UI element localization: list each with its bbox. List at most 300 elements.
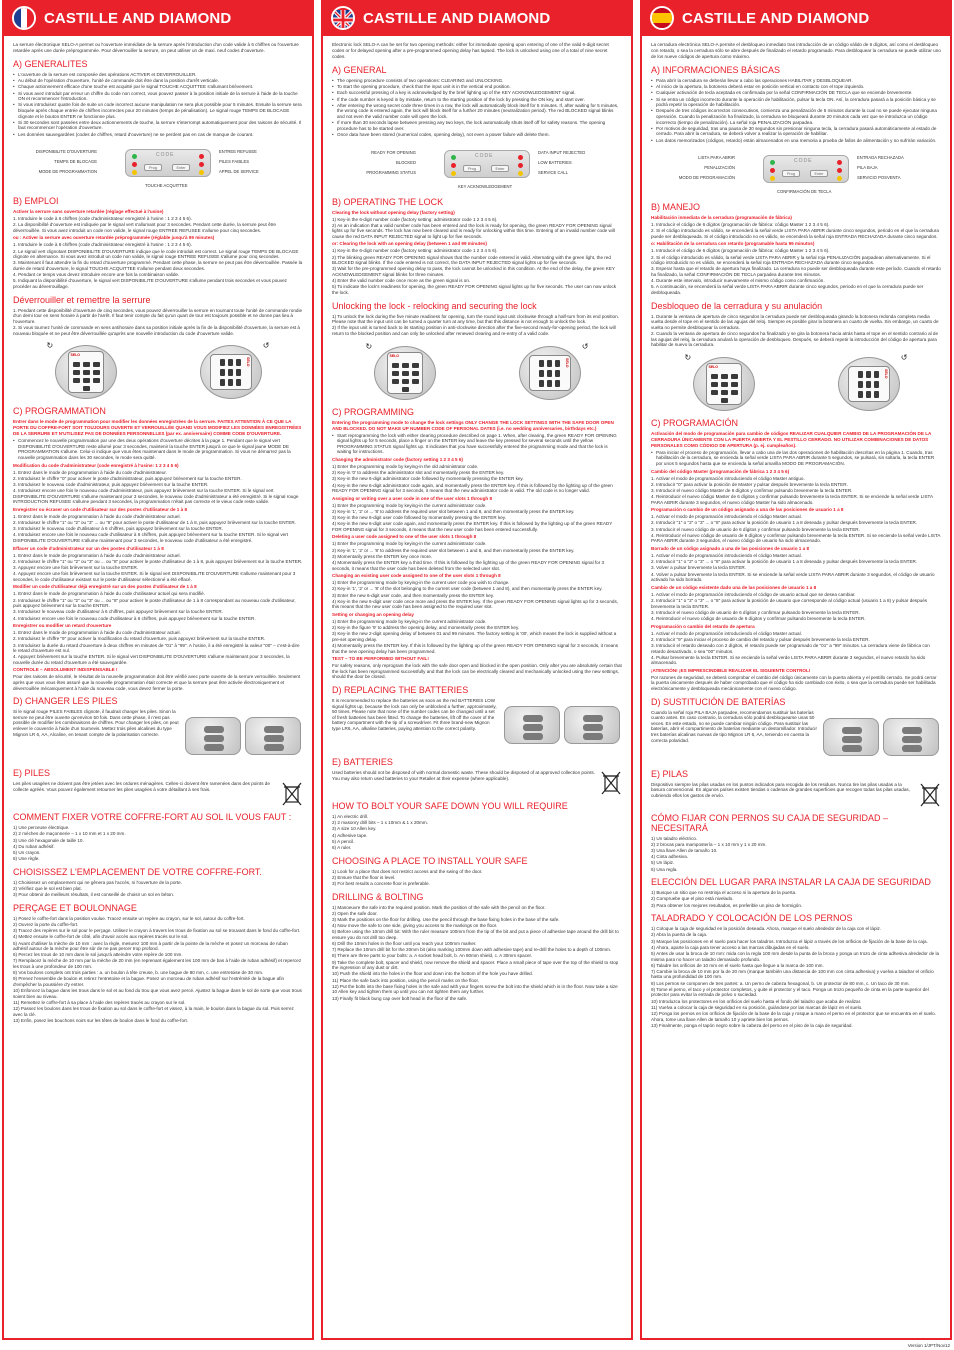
list-item: 5. A continuación, se encenderá la señal verde LISTA PARA ABRIR durante cinco segundos, periodo en el que la cerradura puede ser desbloqueada. xyxy=(651,284,924,295)
list-item: 2. Cuando la ventana de apertura de cinco segundos ha finalizado y se gira la botonera hacia atrás hasta el tope en el sentido contrario al de las agujas del reloj, la cerradura anulará la operación de desbloqueo. Después, se deberá repetir la introducción del código de apertura para habilitar de nuevo la cerradura. xyxy=(651,330,939,348)
led-rejected xyxy=(837,160,842,165)
steps-list xyxy=(332,217,622,240)
control-text: For safety reasons, only reprogram the lock with the safe door open and blocked in the open position. Only after you are absolutely certain that the lock has been reprogrammed successfully and that the lock can be electrically cleared and mechanically unlocked using the new settings, should the door be closed. xyxy=(332,663,622,680)
steps-list xyxy=(332,248,622,295)
led-rejected xyxy=(199,154,204,159)
list-item: 2) Open the safe door. xyxy=(332,910,378,916)
list-item: 3. Introduisez le nouveau code d'administrateur, puis appuyez brièvement sur la touche ENTER. xyxy=(13,481,209,487)
prog-key[interactable]: Prog xyxy=(782,170,800,177)
list-item: 1. Activar el modo de programación introduciendo el código Master actual. xyxy=(651,514,802,520)
list-item: 3. Introducir el nuevo código de usuario de 6 dígitos y confirmar pulsando brevemente la tecla ENTER. xyxy=(651,609,860,615)
list-item: 2. Le signal vert clignotant DISPONIBILITE D'OUVERTURE indique que le code introduit est correct. Le signal rouge TEMPS DE BLOCAGE clignote en alternance. Si vous avez introduit un code non valide, le signal rouge ENTREE REFUSEE s'allume pour cinq secondes. xyxy=(13,248,299,260)
list-item: 1) Enter the programming mode by keying-in the current user code you wish to change. xyxy=(332,580,510,586)
sub-title: Modifier un code d'utilisateur déjà enregistré sur un des postes d'utilisateur de 1 à 8 xyxy=(13,584,197,590)
list-item: 1. Durante la ventana de apertura de cinco segundos la cerradura puede ser desbloqueada girando la botonera redonda completa media vuelta desde el tope en el sentido de las agujas del reloj. Siempre es posible girar la botonera un cuarto de vuelta. Sin embargo, un cuarto de vuelta no permite desbloquear la cerradura. xyxy=(651,313,939,330)
list-item: 4. Introduisez encore une fois le nouveau code d'utilisateur à 6 chiffres, puis appuyez brièvement sur la touche ENTER. Si le signal vert DISPONIBILITE D'OUVERTURE s'allume maintenant pour 3 secondes, le nouveau code d'utilisateur a été enregistré. xyxy=(13,532,289,544)
led-yellow xyxy=(770,176,775,181)
list-item: 4. Volver a pulsar brevemente la tecla ENTER. Si se enciende la señal verde LISTA PARA ABRIR durante 3 segundos, el código de usuario activado ha sido borrado. xyxy=(651,571,935,583)
enter-key[interactable]: Enter xyxy=(491,165,509,172)
label-blocked: TEMPS DE BLOCAGE xyxy=(54,159,97,165)
list-item: 1) To unlock the lock during the five minute readiness for opening, turn the round input unit clockwise through a half-turn from its end position. Please note that the input unit can be turned a quarter turn at any time, but that this distance is not enough to unlock the lock. xyxy=(332,313,619,325)
led-service xyxy=(518,171,523,176)
list-item: 1. Entrez dans le mode de programmation à l'aide du code d'utilisateur actuel qui sera modifié. xyxy=(13,591,205,597)
list-item: 12) Ponga los pernos en los orificios de fijación de la base de la caja y rosque a mano el perno en el protector que se encuentra en el suelo. Ahora, tome una llave Allen de tamaño 10 y apriete bien los pernos. xyxy=(651,1011,936,1022)
steps-list xyxy=(13,242,303,289)
steps-list xyxy=(13,916,303,1024)
section-title: Unlocking the lock - relocking and securing the lock xyxy=(332,300,537,311)
led-service xyxy=(837,176,842,181)
list-item: 4. Durante este intervalo, introducir nuevamente el mismo código como confirmación. xyxy=(651,278,825,284)
list-item: 6) Percez les trous de 10 mm dans le sol jusqu'à atteindre votre repère de 100 mm. xyxy=(13,952,183,958)
list-item: 4) Mettez ensuite le coffre-fort de côté, afin d'avoir accès aux repères tracés sur le sol. xyxy=(13,934,189,940)
list-item: 3) For best results a concrete floor is preferable. xyxy=(332,880,430,886)
list-item: • Les données sauvegardées (codes de chiffres, retard d'ouverture) ne se perdent pas en cas de manque de courant. xyxy=(13,132,303,138)
sub-title: Activer la serrure sans ouverture retardée (réglage effectué à l'usine) xyxy=(13,209,164,215)
warning-text: Entering the programming mode to change the lock settings ONLY CHANGE THE LOCK SETTINGS WITH THE SAFE DOOR OPEN AND BLOCKED. DO NOT MAKE UP NUMBER CODE OF PERSONAL DATES (i.e. no wedding anniversaries, birthdays etc.) xyxy=(332,419,614,431)
steps-list xyxy=(651,926,941,1028)
list-item: 2) The blinking green READY FOR OPENING signal shows that the number code entered is valid. Alternating with the green light, the red BLOCKED signal blinks. If the code entered is not correct, the DATA INPUT REJECTED signal lights up for five seconds. xyxy=(332,254,611,266)
steps-list xyxy=(332,464,622,494)
list-item: 3) Key-in the new 2-digit opening delay of between 01 and 99 minutes. The factory setting is '00', which means the lock is supplied without a pre-set opening delay. xyxy=(332,631,617,642)
section-title: C) PROGRAMMING xyxy=(332,406,414,417)
list-item: 6) Una regla. xyxy=(651,866,678,872)
list-item: • L'ouverture de la serrure est composée des opérations ACTIVER et DEVERROUILLER. xyxy=(13,72,303,78)
lock-images xyxy=(651,353,941,413)
list-item: • Chaque actionnement efficace d'une touche est acquitté par le signal TOUCHE ACQUITTEE s'allumant brièvement. xyxy=(13,84,303,90)
list-item: 5) To indicate the lock's readiness for opening, the green READY FOR OPENING signal lights up for five seconds. The user can now unlock the lock. xyxy=(332,284,617,295)
prog-key[interactable]: Prog xyxy=(463,165,481,172)
section-title: CHOOSING A PLACE TO INSTALL YOUR SAFE xyxy=(332,855,528,866)
list-item: 2) Ouvrez la porte du coffre-fort. xyxy=(13,921,79,927)
list-item: 1) Enter the programming mode by keying-in the current administrator code. xyxy=(332,541,487,547)
enter-key[interactable]: Enter xyxy=(172,164,190,171)
sub-title: Clearing the lock without opening delay (factory setting) xyxy=(332,209,455,215)
section-title: CHOISISSEZ L'EMPLACEMENT DE VOTRE COFFRE-FORT. xyxy=(13,866,262,877)
led-battery xyxy=(199,162,204,167)
list-item: 3) Key-in the new 6-digit user code followed by momentarily pressing the ENTER key. xyxy=(332,515,507,521)
battery-illustration xyxy=(502,702,622,748)
steps-list xyxy=(651,592,941,622)
section-title: A) GENERAL xyxy=(332,65,387,75)
crossed-bin-icon xyxy=(281,781,303,807)
list-item: 4. Introduisez encore une fois le nouveau code d'utilisateur à 6 chiffres, puis appuyez brièvement sur la touche ENTER. xyxy=(13,615,256,621)
list-item: 2. Introducir "1" o "2" o "3" ... o "8" para activar la posición de usuario 1 a 8 deseada y pulsar después brevemente la tecla ENTER. xyxy=(651,559,918,565)
list-item: 2) Key-in '0' to address the administrator slot and momentarily press the ENTER key. xyxy=(332,470,505,476)
list-item: 1) Un taladro eléctrico. xyxy=(651,835,698,841)
list-item: 3. Introduisez le nouveau code d'utilisateur à 6 chiffres, puis appuyez brièvement sur la touche ENTER. xyxy=(13,526,223,532)
list-item: 2. La disponibilité d'ouverture est indiquée par le signal vert s'allumant pour 3 secondes. Pendant cette durée, la serrure peut être déverrouillée. Si vous avez introduit un code non valide, le signal rouge ENTREE REFUSEE s'allume pour cinq secondes. xyxy=(13,222,276,233)
list-item: 6) Taladre los orificios de 10 mm en el suelo hasta que llegue a la marca de 100 mm. xyxy=(651,962,824,968)
list-item: 5) Avant d'utiliser la mèche de 10 mm : avec la règle, mesurez 100 mm à partir de la pointe de la mèche et posez un morceau de ruban adhésif autour de la mèche pour être sûr de ne pas percer trop profond. xyxy=(13,940,288,952)
banner-fr xyxy=(4,0,312,36)
list-item: 4) Momentarily press the ENTER key. If this is followed by the lighting up of the green READY FOR OPENING signal for 3 seconds, it means that the new opening delay has been programmed. xyxy=(332,643,619,654)
lock-logo: SELO xyxy=(564,357,569,368)
list-item: 1. Introducir el código de 6 dígitos (programación de fábrica: código Master 1 2 3 4 5 6). xyxy=(651,248,830,254)
control-title: CONTROLE – ABSOLUMENT INDISPENSABLE ! xyxy=(13,667,118,673)
list-item: 4. Reintroducir el nuevo código de usuario de 6 dígitos y confirmar pulsando brevemente la tecla ENTER. Si se enciende la señal verde LISTA PARA ABRIR durante 3 segundos, el nuevo código de usuario ha sido almacenado. xyxy=(651,532,941,544)
list-item: 2) Ensure that the floor is level. xyxy=(332,874,396,880)
list-item: 2) Key-in '1', '2' or ... '8' of the slot belonging to the current user code (between 1 and 8), and then momentarily press the ENTER key. xyxy=(332,586,603,592)
rotate-arrow-icon: ↻ xyxy=(684,352,692,362)
list-item: 9) Take the complete bolt, spacer and shield, now remove the shield and spacer. Place a small piece of tape over the top of the shield to stop the ingression of any dust or dirt. xyxy=(332,959,619,971)
list-item: 3) Pour obtenir de meilleurs résultats, il est conseillé de choisir un sol en béton. xyxy=(13,892,175,898)
list-item: 1. Pendant cette disponibilité d'ouverture de cinq secondes, vous pouvez déverrouiller la serrure en tournant toute l'unité de commande rondie d'un demi tour en sens horaire à partir de l'arrêt. Il faut tenir compte du fait qu'un quart de tour est toujours possible et ne donne pas lieu à l'ouverture. xyxy=(13,307,303,324)
piles-text: Dispositivo siempre las pilas usadas en los puntos indicados para recogida de los residuos. Nunca tire las pilas usadas a la basura convencional. En algunos países existen tiendas o cadenas de grandes superficies que recogen todas las pilas usadas, cubriendo ellos los gastos de envío. xyxy=(651,781,910,798)
led-battery xyxy=(837,168,842,173)
list-item: • After entering the wrong secret code three times in a row, the lock will automatically block itself for 5 minutes. If, after waiting for 5 minutes, the wrong code is entered again, the lock will block itself for a further 20 minutes (neutralization period). The red BLOCKED signal blinks and not even the valid number code will open the lock. xyxy=(332,103,622,120)
list-item: 3) Key-in the new 6-digit administrator code followed by momentarily pressing the ENTER key. xyxy=(332,476,524,482)
steps-list xyxy=(651,890,941,908)
general-list xyxy=(332,78,622,138)
brand-title: CASTILLE AND DIAMOND xyxy=(44,9,232,27)
keypad-diagram xyxy=(332,144,622,192)
section-title: B) OPERATING THE LOCK xyxy=(332,196,444,207)
prog-intro: • Start reprogramming the lock with either clearing procedure described on page 1. When, after clearing, the green READY FOR OPENING signal lights up for 5 seconds, place a finger on the ENTER key and leave the key pressed for several seconds until the yellow PROGRAMMING STATUS signal lights up. It indicates that you have successfully entered the programming mode and that the lock is waiting for instructions. xyxy=(332,433,622,455)
sub-title: Setting or changing an opening delay xyxy=(332,611,414,617)
sub-title: ou : Activer la serrure avec ouverture retardée préprogrammée (réglable jusqu'à 99 minutes) xyxy=(13,235,215,241)
keypad-panel xyxy=(444,150,530,178)
list-item: 2) If the input unit is turned back to its starting position in anti-clockwise direction after the five-second ready-for-opening period, the lock will return to the blocked position and can only be unlocked after renewed clearing and re-entry of a valid code. xyxy=(332,325,616,336)
battery-illustration xyxy=(821,714,941,760)
sub-title: Habilitación inmediata de la cerradura (programación de fábrica) xyxy=(651,215,792,221)
list-item: 1) An electric drill. xyxy=(332,814,369,820)
list-item: 12) Passez les boulons dans les trous de fixation au sol dans le coffre-fort et vissez, à la main, le boulon dans la bague du sol. Puis serrez avec la clé. xyxy=(13,1006,294,1017)
keypad-diagram xyxy=(651,149,941,197)
intro-text: Electronic lock SELO-A can be set for two opening methods: either for immediate opening upon entering of one of the valid 6-digit secret codes or for delayed opening after a pre-programmed opening delay has lapsed. The lock is unlocked using one of a total of nine secret codes. xyxy=(332,42,609,59)
prog-intro: • Commencez le nouvelle programmation par une des deux opérations d'ouverture décrites à la page 1. Pendant que le signal vert DISPONIBILITÉ D'OUVERTURE reste allumé pour 3 secondes, maintenir la touche ENTER jusqu'à ce que le signal jaune MODE DE PROGRAMMATION s'allume. Celui-ci indique que vous êtes maintenant dans le mode de programmation. Si vous ne démarrez pas la nouvelle programmation dans les 30 secondes, le mode sera quitté. xyxy=(13,438,303,460)
list-item: • Por motivos de seguridad, tras una pausa de 30 segundos sin presionar ninguna tecla, la cerradura pasará automáticamente al estado de cerrado. Para abrir la cerradura, se deberá volver a realizar la operación de habilitar. xyxy=(651,126,941,137)
led-yellow xyxy=(451,171,456,176)
section-title: COMMENT FIXER VOTRE COFFRE-FORT AU SOL IL VOUS FAUT : xyxy=(13,812,292,823)
list-item: 10) Introduzca los protectores en los orificios del suelo hasta el fondo del taladro que acaba de realizar. xyxy=(651,998,862,1004)
flag-fr-icon xyxy=(12,6,36,30)
label-ready: READY FOR OPENING xyxy=(371,149,416,155)
list-item: 5) Antes de usar la broca de 10 mm: mida con la regla 100 mm desde la punta de la broca y ponga un trozo de cinta adhesiva alrededor de la misma para no hacer un taladro demasiado profundo. xyxy=(651,950,940,962)
list-item: • Al inicio de la apertura, la botonera deberá estar en posición vertical en contacto con el tope izquierdo. xyxy=(651,84,941,90)
keypad-diagram xyxy=(13,143,303,191)
keypad-panel xyxy=(763,155,849,183)
led-green xyxy=(770,160,775,165)
list-item: 3. Introduisez la durée du retard d'ouverture à deux chiffres en minutes de "01" à "99". A l'usine, il a été enregistré la valeur "00" – c'est-à-dire le retard d'ouverture est nul. xyxy=(13,642,300,654)
list-item: 8) Vos boulons complets ont trois parties : a. un boulon à tête creuse, b. une bague de 80 mm, c. une entretoise de 30 mm. xyxy=(13,970,264,976)
list-item: 7) Remplacez la mèche de 10 mm par la mèche de 20 mm (en reprenant également les 100 mm de bas à l'aide de ruban adhésif) et repercez les trous à une profondeur de 100 mm. xyxy=(13,958,302,970)
lock-illustration xyxy=(685,353,763,413)
battery-text: Cuando la señal roja PILA BAJA parpadee, recomendamos sustituir las baterías cuanto antes. En caso contrario, la cerradura sólo podrá desbloquearse unas 50 veces. En este estado, no se puede cambiar ningún código. Para sustituir las baterías, abrir el compartimento de baterías mediante un destornillador. Introducir tres baterías alcalinas nuevas de tipo Mignon LR 6, AA, teniendo en cuenta la correcta polaridad. xyxy=(651,709,817,743)
column-french xyxy=(2,0,314,1340)
list-item: 7) Cambie la broca de 10 mm por la de 20 mm (marque también una distancia de 100 mm con cinta adhesiva) y vuelva a taladrar el orificio hasta una profundidad de 100 mm. xyxy=(651,968,934,980)
list-item: 1. Introducir el código de 6 dígitos (programación de fábrica: código Master 1 2 3 4 5 6). xyxy=(651,222,830,228)
section-title: D) REPLACING THE BATTERIES xyxy=(332,685,469,696)
list-item: 3. Esperar hasta que el retardo de apertura haya finalizado. La cerradura no puede ser desbloqueada durante este período. Cuando el retardo ha finalizado, la señal CONFIRMACIÓN DE TECLA parpadea durante tres minutos. xyxy=(651,266,941,278)
led-green xyxy=(132,154,137,159)
control-title: TEST – TO BE PERFORMED WITHOUT FAIL! xyxy=(332,656,429,662)
list-item: 1) Une perceuse électrique. xyxy=(13,825,70,831)
steps-list xyxy=(332,905,622,1002)
list-item: • The opening procedure consists of two operations: CLEARING and UNLOCKING. xyxy=(332,78,622,84)
sub-title: Borrado de un código asignado a una de las posiciones de usuario 1 a 8 xyxy=(651,546,810,552)
list-item: 4. Reintroducir el nuevo código Master de 6 dígitos y confirmar pulsando brevemente la tecla ENTER. Si se enciende la señal verde LISTA PARA ABRIR durante 3 segundos, el nuevo código Master ha sido almacenado. xyxy=(651,494,933,505)
led-service xyxy=(199,170,204,175)
lock-logo: SELO xyxy=(245,357,250,367)
list-item: 4. Pulsar brevemente la tecla ENTER. Si se enciende la señal verde LISTA PARA ABRIR durante 3 segundos, el nuevo retardo ha sido almacenado. xyxy=(651,654,926,666)
steps-list xyxy=(13,216,303,233)
list-item: 2. Si el código introducido es válido, se encenderá la señal verde LISTA PARA ABRIR durante cinco segundos, periodo en el que la cerradura puede ser desbloqueada. Si el código introducido no es válido, se encenderá la señal roja ENTRADA RECHAZADA durante cinco segundos. xyxy=(651,228,939,239)
section-title: C) PROGRAMACIÓN xyxy=(651,417,739,428)
list-item: 3) A size 10 Allen key. xyxy=(332,826,377,832)
banner-es xyxy=(642,0,950,36)
list-item: 4) Du ruban adhésif. xyxy=(13,843,55,849)
list-item: 1) Manoeuvre the safe into the required position. Mark the position of the safe with the pencil on the floor. xyxy=(332,904,546,910)
list-item: 10) Push the shield into the holes in the floor and down into the bottom of the hole you have drilled. xyxy=(332,971,533,977)
sub-title: Assigning or writing over a user code in one of the user slots 1 through 8 xyxy=(332,495,493,501)
list-item: 1. Entrez dans le mode de programmation à l'aide du code d'administrateur. xyxy=(13,469,167,475)
sub-title: Changing an existing user code assigned to one of the user slots 1 through 8 xyxy=(332,573,501,579)
sub-title: Cambio del código Master (programación de fábrica 1 2 3 4 5 6) xyxy=(651,468,790,474)
list-item: 2) Abra la puerta de la caja. xyxy=(651,932,708,938)
list-item: 2) Key-in '1', '2' or ... '8' to address the required user slot between 1 and 8, and then momentarily press the ENTER key. xyxy=(332,547,575,553)
rotate-arrow-icon: ↺ xyxy=(262,341,270,351)
intro-text: La cerradura electrónica SELO-A permite el desbloqueo inmediato tras introducción de un código válido de 6 dígitos, así como el desbloqueo con retardo, o sea la cerradura sólo se abre después de finalizado el retardo programado. Para desbloquear la cerradura se puede utilizar uno de los nueve códigos de apertura como máximo. xyxy=(651,42,941,59)
list-item: 1. Activar el modo de programación introduciendo el código de usuario actual que se desea cambiar. xyxy=(651,591,856,597)
code-label: CODE xyxy=(156,152,175,159)
section-title: E) PILAS xyxy=(651,768,689,779)
label-programming: PROGRAMMING STATUS xyxy=(366,169,416,175)
lock-images xyxy=(332,342,622,402)
list-item: 8) Los pernos se componen de tres partes: a. Un perno de cabeza hexagonal, b. Un protector de 80 mm, c. Un taco de 30 mm. xyxy=(651,980,910,986)
list-item: 3) Enter the new 6-digit user code, and then momentarily press the ENTER key. xyxy=(332,592,495,598)
prog-intro: • Para iniciar el proceso de programación, llevar a cabo una de las dos operaciones de habilitación descritas en la página 1. Cuando, tras habilitación de la cerradura, se encienda la señal verde LISTA PARA ABRIR durante 5 segundos, se pulsará, sin soltarla, la tecla ENTER por unos 5 segundos hasta que se encienda la señal amarilla MODO DE PROGRAMACIÓN. xyxy=(651,450,941,467)
warning-text: Activación del modo de programación para cambio de códigos REALIZAR CUALQUIER CAMBIO DE LA PROGRAMACIÓN DE LA CERRADURA ÚNICAMENTE CON LA PUERTA ABIERTA Y EL PESTILLO CERRADO. NO UTILIZAR COMBINACIONES DE DATOS PERSONALES COMO CÓDIGO DE APERTURA (p. ej. cumpleaños). xyxy=(651,430,932,448)
list-item: 10) Enfoncez la bague dans les trous dans le sol et au fond du trou que vous avez percé. Ajustez la bague dans le sol de sorte que vous trous soient bien au niveau. xyxy=(13,988,302,999)
list-item: 4) Momentarily press the ENTER key a third time. If this is followed by the lighting up of the green READY FOR OPENING signal for 3 seconds, it means that the user code has been deleted from the selected user slot. xyxy=(332,560,605,571)
list-item: 2) 2 brocas para mampostería – 1 x 10 mm y 1 x 20 mm. xyxy=(651,841,767,847)
list-item: 1) Coloque la caja de seguridad en la posición deseada. Ahora, marque el suelo alrededor de la caja con el lápiz. xyxy=(651,926,882,932)
list-item: 4) Key-in the new 6-digit user code once more and press the ENTER key. If the green READY FOR OPENING signal lights up for 3 seconds, this means that the new user code has been assigned to the required user slot. xyxy=(332,598,619,610)
list-item: 2. Introducir "1" o "2" o "3" ... o "8" para activar la posición de usuario 1 a 8 deseada y pulsar después brevemente la tecla ENTER. xyxy=(651,520,918,526)
list-item: 2. Introduisez le chiffre "1" ou "2" ou "3" ... ou "8" pour activer le poste d'utilisateur de 1 à 8, puis appuyez brièvement sur la touche ENTER. xyxy=(13,520,296,526)
list-item: • Au début de l'opération d'ouverture, l'unité de commande doit être dans la position d'arrêt verticale. xyxy=(13,78,303,84)
list-item: 4) Now move the safe to one side, giving you access to the markings on the floor. xyxy=(332,923,498,929)
steps-list xyxy=(13,308,303,337)
crossed-bin-icon xyxy=(919,782,941,808)
steps-list xyxy=(651,553,941,583)
list-item: 3) Tracez des repères sur le sol pour le perçage. Utilisez le crayon à travers les trous de fixation au sol se trouvant dans le fond du coffre-fort. xyxy=(13,928,301,934)
list-item: 4) Key-in the new 6-digit user code again, and momentarily press the ENTER key. If this is followed by the lighting up of the green READY FOR OPENING signal for 3 seconds, it means that the new user code has been entered successfully. xyxy=(332,521,613,532)
list-item: 1. Entrez dans le mode de programmation à l'aide du code d'administrateur actuel. xyxy=(13,513,181,519)
list-item: 2) As an indication that a valid number code has been entered and the lock is ready for opening, the green READY FOR OPENING signal lights up for five seconds. The lock has now been cleared and is ready for unlocking within this time. Entering of an invalid number code will cause the red DATA INPUT REJECTED signal to light up for five seconds. xyxy=(332,222,615,239)
list-item: 1) Enter the programming mode by keying-in the current administrator code. xyxy=(332,618,487,624)
label-rejected: ENTREE REFUSEE xyxy=(219,149,257,155)
list-item: 4) Adhesive tape. xyxy=(332,832,368,838)
sub-title: o: Habilitación de la cerradura con retardo (programable hasta 99 minutos) xyxy=(651,241,815,247)
brand-title: CASTILLE AND DIAMOND xyxy=(363,9,551,27)
section-title: HOW TO BOLT YOUR SAFE DOWN YOU WILL REQUIRE xyxy=(332,801,568,812)
rotate-arrow-icon: ↻ xyxy=(365,341,373,351)
crossed-bin-icon xyxy=(600,770,622,796)
lock-logo: SELO xyxy=(708,364,719,369)
list-item: • Si 30 secondes sont passées entre deux actionnements de touche, la serrure s'interrompt automatiquement pour des raisons de sécurité. Il faut recommencer l'opération d'ouverture. xyxy=(13,120,303,131)
section-title: B) MANEJO xyxy=(651,202,701,213)
list-item: 11) Remettez le coffre-fort à sa place à l'aide des repères tracés au crayon sur le sol. xyxy=(13,1000,186,1005)
code-label: CODE xyxy=(794,158,813,165)
sub-title: Changing the administrator code (factory setting 1 2 3 4 5 6) xyxy=(332,456,463,462)
list-item: 3. Maintenant il faut attendre la fin du retard d'ouverture programmé. Pendant cette phase, la serrure ne peut pas être déverrouillée. Passée la durée de retard d'ouverture, le signal TOUCHE ACQUITTEE s'allume pendant deux secondes. xyxy=(13,260,303,272)
section-title: Desbloqueo de la cerradura y su anulación xyxy=(651,300,823,311)
steps-list xyxy=(332,314,622,337)
list-item: 2) 2 masonry drill bits – 1 x 10mm & 1 x 20mm. xyxy=(332,820,428,826)
list-item: 1) Enter the programming mode by keying-in the old administrator code. xyxy=(332,463,479,469)
list-item: 4) Ahora, aparte la caja para tener acceso a las marcas dibujadas en el suelo. xyxy=(651,944,810,950)
list-item: 5) A pencil. xyxy=(332,838,355,844)
label-key-ack: CONFIRMACIÓN DE TECLA xyxy=(777,189,832,195)
list-item: 1) Posez le coffre-fort dans la position voulue. Tracez ensuite un repère au crayon, sur le sol, autour du coffre-fort. xyxy=(13,915,245,921)
steps-list xyxy=(651,314,941,348)
list-item: 3. Introducir el nuevo código de usuario de 6 dígitos y confirmar pulsando brevemente la tecla ENTER. xyxy=(651,526,860,532)
list-item: 2. Introduisez le chiffre "1" ou "2" ou "3" ou ... ou "8" pour activer le poste d'utilisateur de 1 à 8 correspondant au nouveau code d'utilisateur, puis appuyez brièvement sur la touche ENTER. xyxy=(13,597,296,609)
label-low-battery: LOW BATTERIES xyxy=(538,159,572,165)
steps-list xyxy=(651,514,941,544)
list-item: 5) Before using the 10mm drill bit: With the ruler measure 100mm from the tip of the bit and put a piece of adhesive tape around the drill bit to ensure you do not drill too deep. xyxy=(332,929,619,940)
steps-list xyxy=(651,631,941,666)
led-green xyxy=(451,155,456,160)
section-title: D) SUSTITUCIÓN DE BATERÍAS xyxy=(651,696,786,707)
lock-illustration xyxy=(192,341,270,401)
version-label: Version 1/JPT/Nov12 xyxy=(907,1343,950,1348)
lock-images xyxy=(13,341,303,401)
list-item: 1) Key-in the 6-digit number code (factory setting: administrator code 1 2 3 4 5 6). xyxy=(332,248,498,254)
steps-list xyxy=(332,814,622,851)
list-item: 2) Vérifiez que le sol est bien plat. xyxy=(13,885,82,891)
section-title: E) BATTERIES xyxy=(332,757,393,768)
steps-list xyxy=(13,591,303,621)
list-item: • Si vous introduisez quatre fois de suite un code incorrect aucune manipulation ne sera plus possible pour 5 minutes. Ensuite la serrure sera bloquée après chaque entrée de chiffres incorrectes pour 20 minutes (temps de pénalisation). Le signal rouge TEMPS DE BLOCAGE clignote et le bouton ENTER ne fonctionne plus. xyxy=(13,102,303,119)
list-item: 1) Look for a place that does not restrict access and the swing of the door. xyxy=(332,868,483,874)
list-item: 3) Marque las posiciones en el suelo para hacer los taladros. Introduzca el lápiz a través de los orificios de fijación de la base de la caja. xyxy=(651,938,928,944)
list-item: 4. Introduisez encore une fois le nouveau code d'administrateur, puis appuyez brièvement sur la touche ENTER. Si le signal vert DISPONIBILITE D'OUVERTURE s'allume maintenant pour 3 secondes, le nouveau code d'administrateur a été enregistré. Si le signal rouge INTRODUCTION REFUSEE s'allume pendant 3 secondes, la programmation n'était pas correcte et le vieux code reste valide. xyxy=(13,488,299,505)
list-item: 6) Drill the 10mm holes in the floor until you reach your 100mm marker. xyxy=(332,941,477,947)
general-list xyxy=(651,78,941,143)
control-text: Por razones de seguridad, se deberá comprobar el cambio del código únicamente con la puerta abierta y el pestillo cerrado. Se podrá cerrar la puerta únicamente después de haber comprobado que el código ha sido cambiado con éxito, o sea que la cerradura puede ser habilitada electrónicamente y desbloqueada mecánicamente con el nuevo código. xyxy=(651,674,937,692)
flag-es-icon xyxy=(650,6,674,30)
list-item: 11) Place the safe back into position, using the pencil marks on the floor. xyxy=(332,977,479,983)
battery-illustration xyxy=(183,713,303,759)
label-low-battery: PILES FAIBLES xyxy=(219,159,250,165)
list-item: 2. Introduisez le chiffre "9" pour activer la modification du retard d'ouverture, puis appuyez brièvement sur la touche ENTER. xyxy=(13,636,266,642)
list-item: 2. Introducir "0" para activar la posición de Master y pulsar después brevemente la tecla ENTER. xyxy=(651,481,848,487)
list-item: 1) Choisissez un emplacement qui ne gênera pas l'accès, ni l'ouverture de la porte. xyxy=(13,879,183,885)
list-item: 2) Key-in the figure '9' to address the opening delay, and momentarily press the ENTER key. xyxy=(332,625,520,631)
steps-list xyxy=(332,619,622,654)
steps-list xyxy=(651,248,941,295)
lock-illustration xyxy=(47,341,125,401)
label-rejected: ENTRADA RECHAZADA xyxy=(857,155,904,161)
piles-text: Used batteries should not be disposed of with normal domestic waste. These should be disposed of at approved collection points. You may also return used batteries to your Retailer at their expense (where applicable). xyxy=(332,770,595,781)
sub-title: Enregistrer ou modifier un retard d'ouverture xyxy=(13,623,112,629)
list-item: 2) Key-in '1', '2' or ... '8' to address the required user slot between 1 and 8, and then momentarily press the ENTER key. xyxy=(332,508,575,514)
list-item: 3. Introducir el nuevo código Master de 6 dígitos y confirmar pulsando brevemente la tecla ENTER. xyxy=(651,487,853,493)
prog-key[interactable]: Prog xyxy=(144,164,162,171)
list-item: 9) Tome el perno, el taco y el protector completos, y quite el protector y el taco. Ponga un trozo pequeño de cinta en la parte superior del protector para evitar la entrada de polvo o suciedad. xyxy=(651,986,929,998)
list-item: 6) Une règle. xyxy=(13,856,40,862)
list-item: 13) Finalmente, ponga el tapón negro sobre la cabeza del perno en el piso de la caja de seguridad. xyxy=(651,1022,853,1028)
column-spanish xyxy=(640,0,952,1340)
battery-text: It is recommended to replace the batteries as soon as the red BATTERIES LOW signal lights up, because the lock can only be unblocked a further, approximately, 50 times. Please note that none of the number codes can be changed until a set of fresh batteries has been fitted. To change the batteries, lift off the cover of the battery compartment with the tip of a screwdriver. Fit three brand-new Mignon type LR6, AA, alkaline batteries, paying attention to the correct polarity. xyxy=(332,698,497,732)
section-title: Déverrouiller et remettre la serrure xyxy=(13,294,151,305)
list-item: 5) Un crayon. xyxy=(13,850,41,855)
list-item: 3. Appuyez encore une fois brièvement sur la touche ENTER. xyxy=(13,565,139,570)
list-item: 5) Un lápiz. xyxy=(651,860,675,866)
list-item: 13) Finally fit black bung cap over bolt head in the floor of the safe. xyxy=(332,995,468,1001)
control-title: ¡ATENCIÓN! ¡ES IMPRESCINDIBLE REALIZAR EL SIGUIENTE CONTROL! xyxy=(651,667,811,673)
sub-title: Programación o cambio del retardo de apertura xyxy=(651,623,755,629)
section-title: A) GENERALITES xyxy=(13,59,88,69)
list-item: 3) Une clé hexagonale de taille 10. xyxy=(13,837,84,843)
led-red xyxy=(770,168,775,173)
list-item: 2. Introducir "9" para iniciar el proceso de cambio del retardo y pulsar después brevemente la tecla ENTER. xyxy=(651,636,870,642)
list-item: 2. Introducir "1" o "2" o "3" ... o "8" para activar la posición de usuario que corresponde al código actual (usuario 1 a 8) y pulsar después brevemente la tecla ENTER. xyxy=(651,597,928,609)
section-title: C) PROGRAMMATION xyxy=(13,406,106,417)
sub-title: Deleting a user code assigned to one of the user slots 1 through 8 xyxy=(332,534,477,540)
list-item: • If the code number is keyed in by mistake, return to the starting position of the lock by pressing the ON key, and start over. xyxy=(332,97,622,103)
list-item: 9) Prenez l'ensemble de boulon et retirez l'entretoise et la bague. Posez un morceau de ruban adhésif sur l'extrémité de la bague afin d'empêcher la poussière d'y entrer. xyxy=(13,976,285,988)
list-item: • Si se entra un código incorrecto durante la operación de habilitación, pulsar la tecla ON. Así, la cerradura pasará a la posición básica y se podrá repetir la operación de habilitación. xyxy=(651,97,941,108)
steps-list xyxy=(13,553,303,583)
list-item: 3) Para obtener los mejores resultados, es preferible un piso de hormigón. xyxy=(651,902,803,908)
rotate-arrow-icon: ↺ xyxy=(581,341,589,351)
list-item: 3. Introducir el retardo deseado con 2 dígitos, el retardo puede ser programado de "01" a "99" minutos. La cerradura viene de fábrica con retardo desactivado, o sea "00" minutos. xyxy=(651,642,930,654)
lock-logo: SELO xyxy=(389,353,400,358)
list-item: • Si vous avez introduit par erreur un chiffre du code non correct, vous pouvez passer à la position initiale de la serrure à l'aide de la touche ON et recommencer l'introduction. xyxy=(13,91,303,102)
list-item: 1) Key-in the 6-digit number code (factory setting: administrator code 1 2 3 4 5 6). xyxy=(332,216,498,222)
enter-key[interactable]: Enter xyxy=(810,170,828,177)
lock-illustration xyxy=(511,342,589,402)
label-service: SERVICIO POSVENTA xyxy=(857,175,901,181)
led-battery xyxy=(518,163,523,168)
label-key-ack: KEY ACKNOWLEDGEMENT xyxy=(458,183,513,189)
list-item: 1. Activar el modo de programación introduciendo el código Master actual. xyxy=(651,553,802,559)
list-item: • Los datos memorizados (códigos, retardo) están almacenados en una memoria a prueba de fallos de alimentación y no sufrirán variación. xyxy=(651,138,941,144)
list-item: 2. Introduisez le chiffre "1" ou "2" ou "3" ou ... ou "8" pour activer le poste d'utilisateur de 1 à 8, puis appuyez brièvement sur la touche ENTER. xyxy=(13,558,303,564)
list-item: 1) Busque un sitio que no restrinja el acceso ni la apertura de la puerta. xyxy=(651,890,797,896)
rotate-arrow-icon: ↺ xyxy=(900,352,908,362)
sub-title: Modification du code d'administrateur (code enregistré à l'usine: 1 2 3 4 5 6) xyxy=(13,462,179,468)
list-item: 4. Pendant ce temps vous devez introduire encore une fois la combinaison valide. xyxy=(13,272,180,278)
label-blocked: BLOCKED xyxy=(395,159,416,165)
piles-text: Les piles usagées ne doivent pas être jetées avec les ordures ménagères. Celles-ci doivent être ramenées dans des points de collecte agréés. Vous pouvez également retourner les piles usagées à votre détaillant à ses frais. xyxy=(13,781,270,792)
banner-en xyxy=(323,0,631,36)
list-item: • Cualquier activación de tecla aceptada es confirmada por la señal CONFIRMACIÓN DE TECLA que se enciende brevemente. xyxy=(651,90,941,96)
general-list xyxy=(13,72,303,137)
list-item: • Once data have been stored (numerical codes, opening delay), not even a power failure will delete them. xyxy=(332,132,622,138)
list-item: 6) A ruler. xyxy=(332,845,352,850)
label-ready: DISPONIBILITE D'OUVERTURE xyxy=(35,149,97,155)
sub-title: Programación o cambio de un código asignado a una de las posiciones de usuario 1 a 8 xyxy=(651,507,844,513)
section-title: DRILLING & BOLTING xyxy=(332,891,424,902)
list-item: 3) Momentarily press the ENTER key once more. xyxy=(332,553,433,559)
section-title: E) PILES xyxy=(13,768,51,779)
label-service: SERVICE CALL xyxy=(538,169,568,175)
list-item: 2) Compruebe que el piso está nivelado. xyxy=(651,896,734,902)
sub-title: or: Clearing the lock with an opening delay (between 1 and 99 minutes) xyxy=(332,241,487,247)
list-item: 1. Introduire le code à 6 chiffres (code d'administrateur enregistré à l'usine : 1 2 3 4 5 6). xyxy=(13,216,192,222)
list-item: 4) Enter the valid number code once more as the green signal is on. xyxy=(332,278,471,284)
list-item: 1. Entrez dans le mode de programmation à l'aide du code d'administrateur actuel. xyxy=(13,552,181,558)
section-title: A) INFORMACIONES BÁSICAS xyxy=(651,65,781,75)
list-item: 2. Si el código introducido es válido, la señal verde LISTA PARA ABRIR y la señal roja PENALIZACIÓN parpadean alternativamente. Si el código introducido no es válido, se encenderá la señal roja ENTRADA RECHAZADA durante cinco segundos. xyxy=(651,254,931,266)
list-item: 4) Key-in the new 6-digit administrator code again, and momentarily press the ENTER key. If this is followed by the lighting up of the green READY FOR OPENING signal for 3 seconds, it means that the new administrator code is valid. The old code is no longer valid. xyxy=(332,482,613,494)
list-item: 3) Mark the positions on the floor for drilling. Use the pencil through the base fixing holes in the base of the safe. xyxy=(332,916,560,922)
list-item: • Después de tres códigos incorrectos consecutivos, comienza una penalización de 5 minutos durante la cual no se puede ejecutar ninguna operación. Cuando la penalización ha finalizado, la cerradura se bloqueará durante 20 minutos cada vez que se introduzca un código incorrecto (tiempo de penalización). La señal roja PENALIZACIÓN parpadea. xyxy=(651,108,941,125)
